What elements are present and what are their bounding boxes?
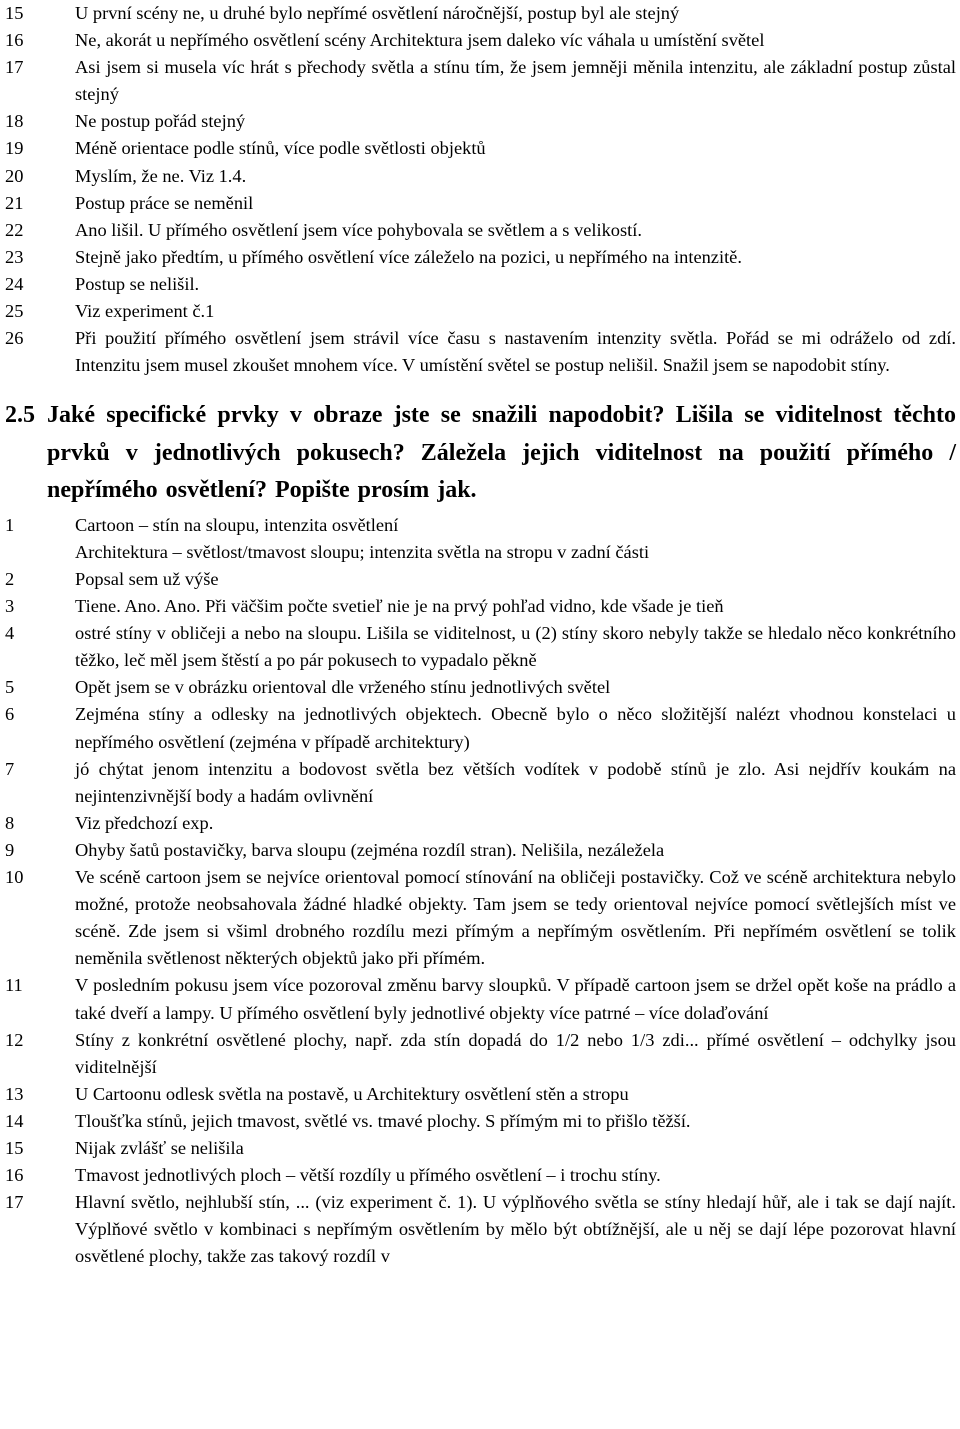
answer-number: 3: [5, 596, 15, 617]
answer-number: 13: [5, 1083, 24, 1104]
answer-number: 16: [5, 30, 24, 51]
answer-item: [5, 539, 956, 566]
answer-item: [5, 1162, 956, 1189]
answer-item: [5, 566, 956, 593]
answer-text: Viz experiment č.1: [75, 301, 215, 322]
answer-number: 22: [5, 219, 24, 240]
answer-number: 2: [5, 569, 15, 589]
answers-section-a: [5, 0, 956, 379]
answer-number: 17: [5, 1192, 24, 1213]
answer-text: Ve scéně cartoon jsem se nejvíce orientoval pomocí stínování na obličeji postavičky. Což ve scéně architektura nebylo možné, protože neobsahovala žádné hladké objekty. Tam jsem se tedy orientoval nejvíce pomocí světlejších míst ve scéně. Zde jsem si všiml drobného rozdílu mezi přímým a nepřímým osvětlením. Při nepřímém osvětlení se tolik neměnila světlenost některých objektů jako při přímém.: [75, 867, 956, 969]
answer-text: Tloušťka stínů, jejich tmavost, světlé vs. tmavé plochy. S přímým mi to přišlo těžší.: [75, 1110, 691, 1131]
answer-item: [5, 54, 956, 108]
answer-number: 20: [5, 165, 24, 186]
answer-item: [5, 108, 956, 135]
answer-number: 7: [5, 758, 15, 779]
answer-item: [5, 756, 956, 810]
answer-number: 21: [5, 192, 24, 213]
answer-number: 8: [5, 812, 15, 833]
answer-number: 5: [5, 677, 15, 698]
section-heading: [5, 397, 956, 510]
answer-text: Tiene. Ano. Ano. Při väčšim počte svetieľ nie je na prvý pohľad vidno, kde všade je tieň: [75, 596, 724, 617]
answer-number: 24: [5, 273, 24, 294]
answer-number: 12: [5, 1029, 24, 1050]
answer-item: [5, 701, 956, 755]
document-page: [5, 0, 956, 1270]
answer-number: 16: [5, 1165, 24, 1186]
answer-number: 17: [5, 57, 24, 78]
answer-text: Ano lišil. U přímého osvětlení jsem více pohybovala se světlem a s velikostí.: [75, 219, 642, 240]
answer-item: [5, 864, 956, 972]
answer-number: 23: [5, 246, 24, 267]
answer-item: [5, 163, 956, 190]
answer-text: Hlavní světlo, nejhlubší stín, ... (viz experiment č. 1). U výplňového světla se stíny hledají hůř, ale i tak se dají najít. Výplňové světlo v kombinaci s nepřímým osvětlením by mělo být obtížnější, ale u něj se dají lépe pozorovat hlavní osvětlené plochy, takže zas takový rozdíl v: [75, 1192, 956, 1267]
answer-number: 26: [5, 328, 24, 349]
answer-text: Asi jsem si musela víc hrát s přechody světla a stínu tím, že jsem jemněji měnila intenzitu, ale základní postup zůstal stejný: [75, 57, 956, 105]
answer-item: [5, 244, 956, 271]
answer-text: Popsal sem už výše: [75, 569, 219, 589]
answer-item: [5, 810, 956, 837]
answer-text: Opět jsem se v obrázku orientoval dle vrženého stínu jednotlivých světel: [75, 677, 611, 698]
answer-item: [5, 217, 956, 244]
answer-number: 19: [5, 138, 24, 159]
answer-number: 10: [5, 867, 24, 888]
answer-text: V posledním pokusu jsem více pozoroval změnu barvy sloupků. V případě cartoon jsem se držel opět koše na prádlo a také dveří a lampy. U přímého osvětlení byly jednotlivé objekty více patrné – více dolaďování: [75, 975, 956, 1023]
answer-item: [5, 512, 956, 539]
answer-number: 14: [5, 1110, 24, 1131]
answer-text: Zejména stíny a odlesky na jednotlivých objektech. Obecně bylo o něco složitější nalézt vhodnou konstelaci u nepřímého osvětlení (zejména v případě architektury): [75, 704, 956, 752]
answer-text: Postup práce se neměnil: [75, 192, 254, 213]
answer-item: [5, 674, 956, 701]
answer-text: Stejně jako předtím, u přímého osvětlení více záleželo na pozici, u nepřímého na intenzitě.: [75, 246, 742, 267]
answer-item: [5, 325, 956, 379]
answer-item: [5, 27, 956, 54]
answer-text: Architektura – světlost/tmavost sloupu; intenzita světla na stropu v zadní části: [75, 541, 650, 562]
answer-text: U první scény ne, u druhé bylo nepřímé osvětlení náročnější, postup byl ale stejný: [75, 3, 680, 23]
answer-text: Myslím, že ne. Viz 1.4.: [75, 165, 247, 186]
answer-text: Cartoon – stín na sloupu, intenzita osvětlení: [75, 514, 399, 535]
answer-item: [5, 1135, 956, 1162]
answer-item: [5, 1027, 956, 1081]
answer-text: Ne postup pořád stejný: [75, 111, 246, 132]
answer-number: 4: [5, 623, 15, 644]
answer-text: Tmavost jednotlivých ploch – větší rozdíly u přímého osvětlení – i trochu stíny.: [75, 1165, 661, 1186]
answer-item: [5, 271, 956, 298]
heading-text: Jaké specifické prvky v obraze jste se snažili napodobit? Lišila se viditelnost těchto prvků v jednotlivých pokusech? Záležela jejich viditelnost na použití přímého / nepřímého osvětlení? Popište prosím jak.: [47, 402, 956, 504]
answer-text: Stíny z konkrétní osvětlené plochy, např. zda stín dopadá do 1/2 nebo 1/3 zdi... přímé osvětlení – odchylky jsou viditelnější: [75, 1029, 956, 1077]
answer-text: Ohyby šatů postavičky, barva sloupu (zejména rozdíl stran). Nelišila, nezáležela: [75, 839, 665, 860]
heading-number: 2.5: [5, 402, 35, 429]
answer-item: [5, 837, 956, 864]
answer-text: Ne, akorát u nepřímého osvětlení scény Architektura jsem daleko víc váhala u umístění světel: [75, 30, 765, 51]
answer-text: ostré stíny v obličeji a nebo na sloupu. Lišila se viditelnost, u (2) stíny skoro nebyly takže se hledalo něco konkrétního těžko, leč měl jsem štěstí a po pár pokusech to vypadalo pěkně: [75, 623, 956, 671]
answer-item: [5, 0, 956, 27]
answer-item: [5, 1081, 956, 1108]
answer-item: [5, 1189, 956, 1270]
answers-section-b: [5, 512, 956, 1271]
answer-text: U Cartoonu odlesk světla na postavě, u Architektury osvětlení stěn a stropu: [75, 1083, 629, 1104]
answer-text: Postup se nelišil.: [75, 273, 200, 294]
answer-text: jó chýtat jenom intenzitu a bodovost světla bez větších vodítek v podobě stínů je zlo. Asi nejdřív koukám na nejintenzivnější body a hadám ovlivnění: [75, 758, 956, 806]
answer-item: [5, 1108, 956, 1135]
answer-text: Viz předchozí exp.: [75, 812, 214, 833]
answer-text: Méně orientace podle stínů, více podle světlosti objektů: [75, 138, 486, 159]
answer-number: 9: [5, 839, 15, 860]
answer-number: 6: [5, 704, 15, 725]
answer-text: Při použití přímého osvětlení jsem strávil více času s nastavením intenzity světla. Pořád se mi odráželo od zdí. Intenzitu jsem musel zkoušet mnohem více. V umístění světel se postup nelišil. Snažil jsem se napodobit stíny.: [75, 328, 956, 376]
answer-item: [5, 190, 956, 217]
answer-item: [5, 972, 956, 1026]
answer-number: 25: [5, 301, 24, 322]
answer-item: [5, 298, 956, 325]
answer-item: [5, 593, 956, 620]
answer-number: 1: [5, 514, 15, 535]
answer-number: 15: [5, 1137, 24, 1158]
answer-item: [5, 620, 956, 674]
answer-item: [5, 135, 956, 162]
answer-number: 11: [5, 975, 23, 996]
answer-number: 15: [5, 3, 24, 23]
answer-number: 18: [5, 111, 24, 132]
answer-text: Nijak zvlášť se nelišila: [75, 1137, 244, 1158]
